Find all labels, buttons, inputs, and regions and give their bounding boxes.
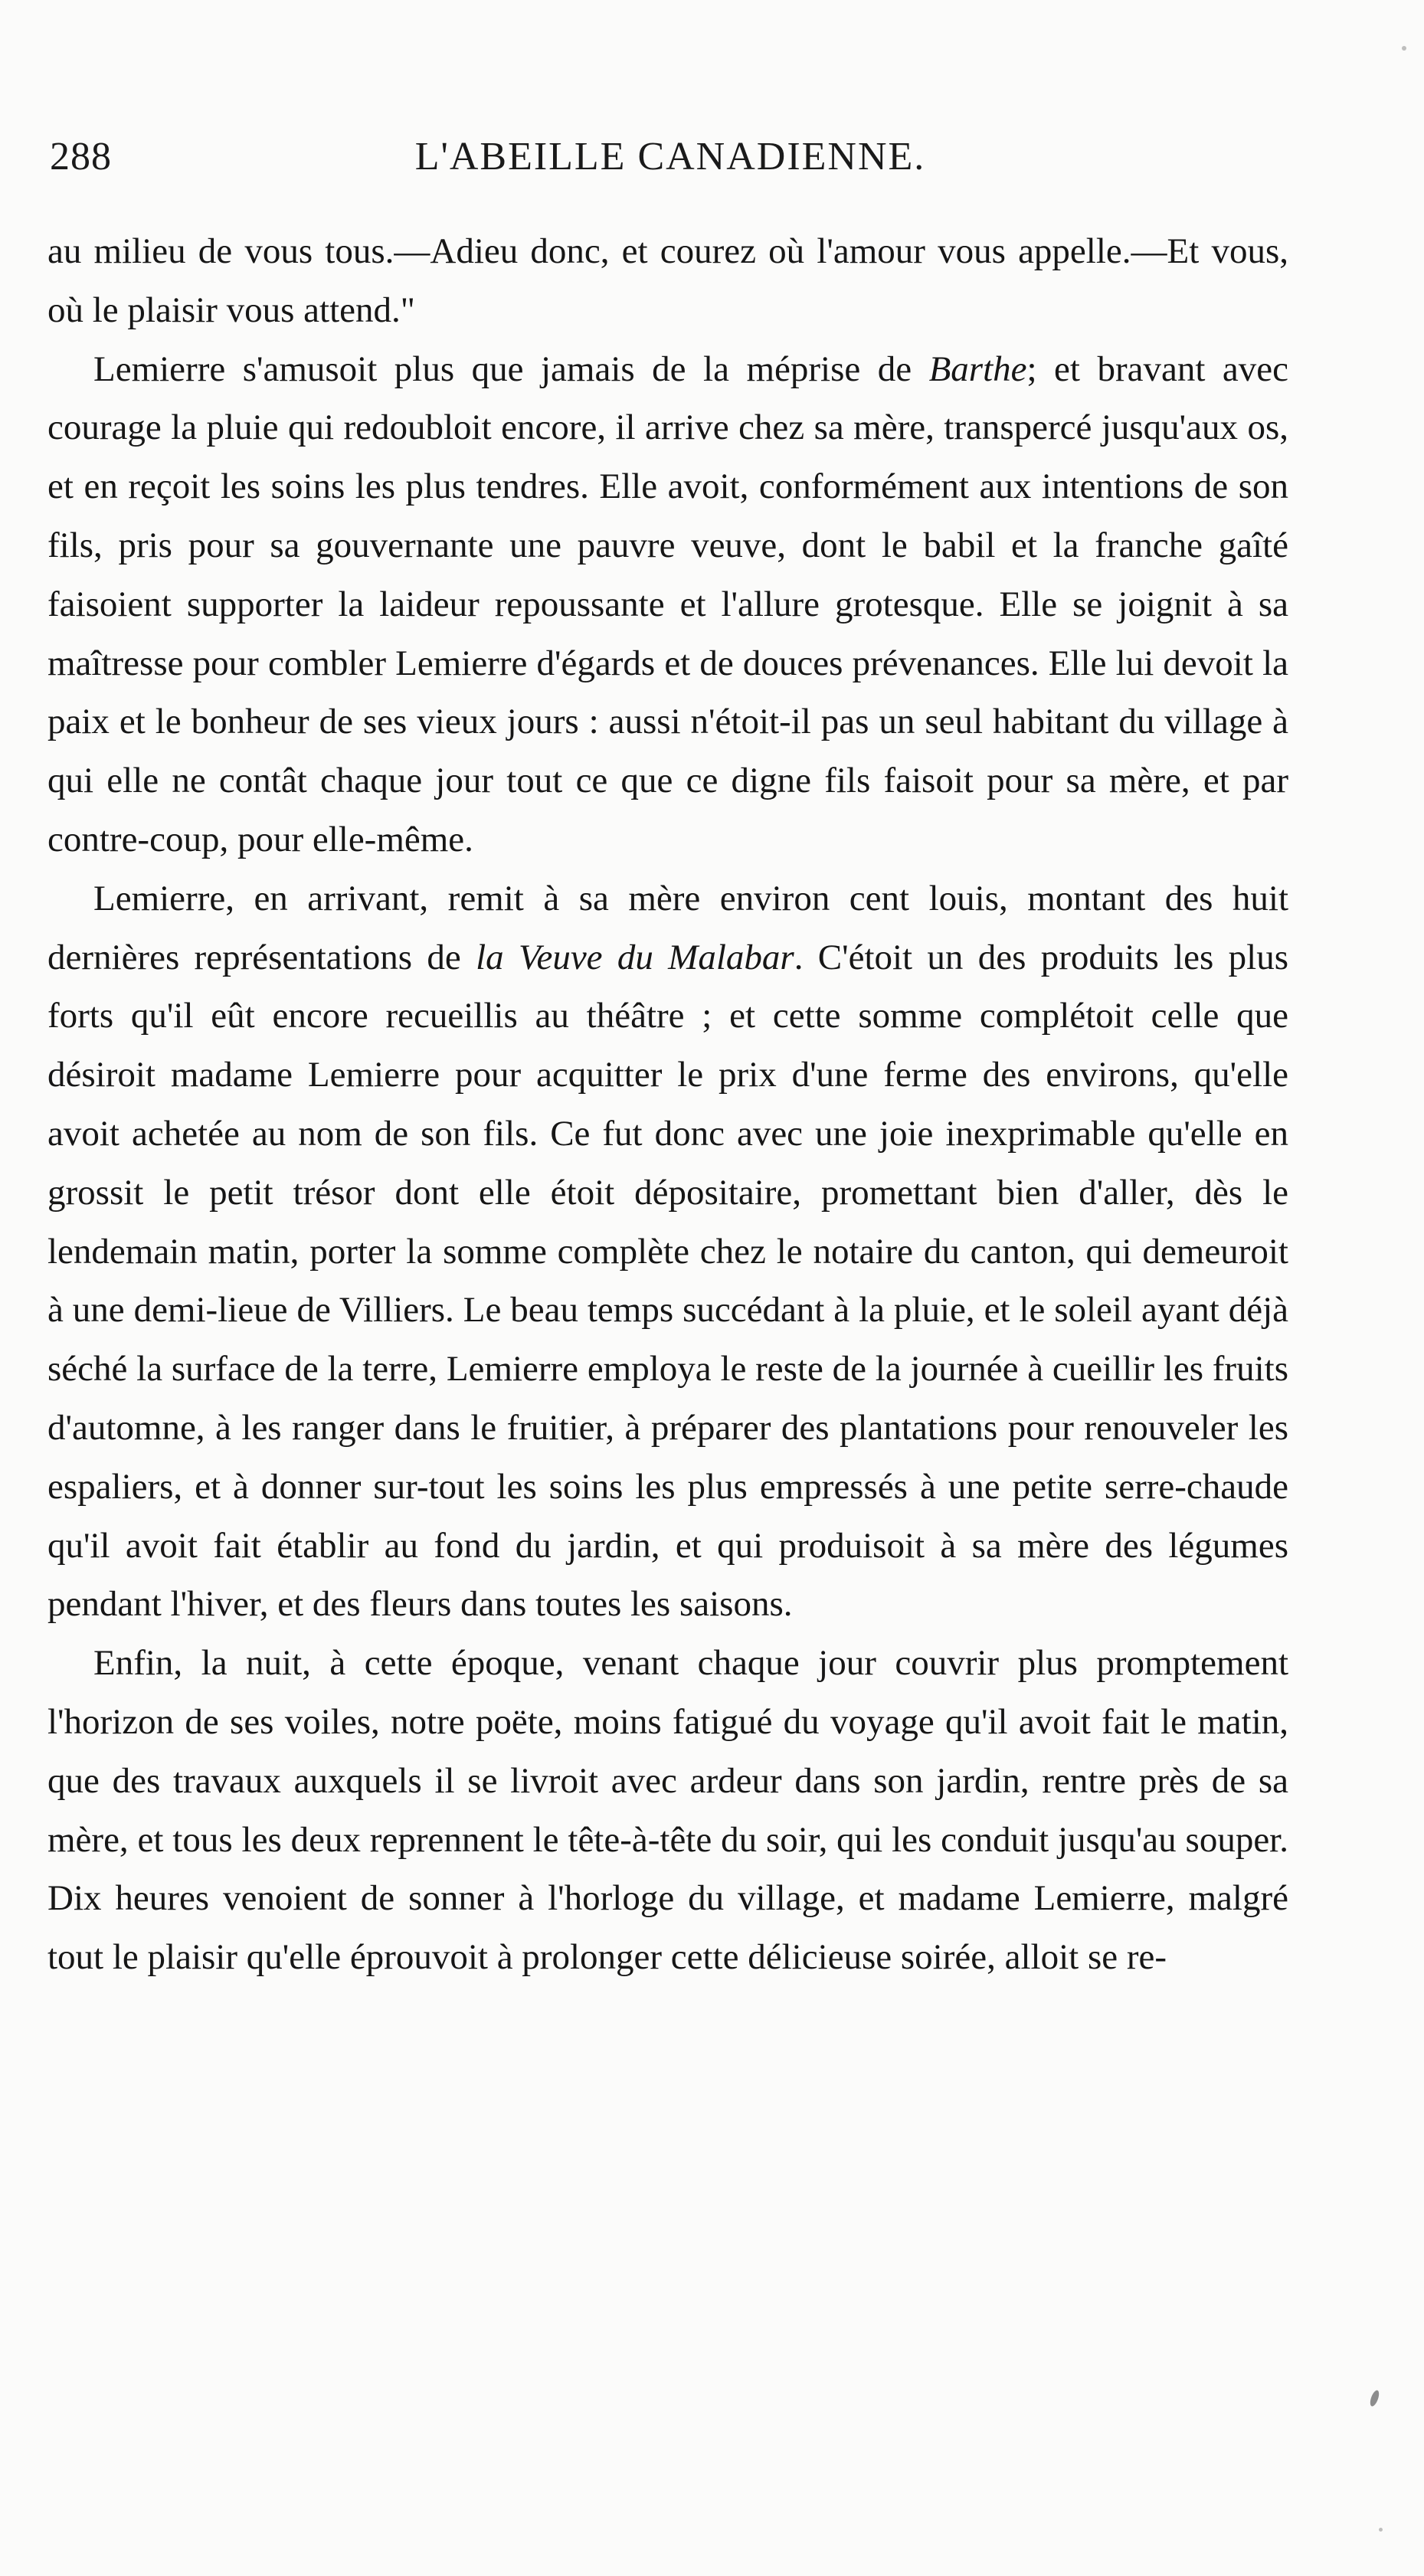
margin-ink-mark	[1369, 2389, 1381, 2407]
paragraph-4: Enfin, la nuit, à cette époque, venant chaque jour couvrir plus promptement l'horizon de ses voiles, notre poëte, moins fatigué du voyage qu'il avoit fait le matin, que des travaux auxquels il se livroit avec ardeur dans son jardin, rentre près de sa mère, et tous les deux reprennent le tête-à-tête du soir, qui les conduit jusqu'au souper. Dix heures venoient de sonner à l'horloge du village, et madame Lemierre, malgré tout le plaisir qu'elle éprouvoit à prolonger cette délicieuse soirée, alloit se re-	[47, 1643, 1288, 1978]
paragraph-3-italic-title: la Veuve du Malabar	[476, 937, 794, 977]
paragraph-2	[47, 340, 1288, 869]
margin-ink-speck	[1402, 46, 1406, 51]
page-number: 288	[50, 135, 112, 178]
paragraph-3	[47, 869, 1288, 1634]
body-text	[47, 222, 1288, 1987]
paragraph-1: au milieu de vous tous.—Adieu donc, et courez où l'amour vous appelle.—Et vous, où le plaisir vous attend."	[47, 231, 1288, 330]
paragraph-2-italic-barthe: Barthe	[928, 349, 1027, 389]
paragraph-3-text-a: Lemierre, en arrivant, remit à sa mère environ cent louis, montant des huit dernières représentations de	[47, 878, 1288, 977]
page-header	[50, 134, 1291, 195]
paragraph-2-text-c: ; et bravant avec courage la pluie qui redoubloit encore, il arrive chez sa mère, transpercé jusqu'aux os, et en reçoit les soins les plus tendres. Elle avoit, conformément aux intentions de son fils, pris pour sa gouvernante une pauvre veuve, dont le babil et la franche gaîté faisoient supporter la laideur repoussante et l'allure grotesque. Elle se joignit à sa maîtresse pour combler Lemierre d'égards et de douces prévenances. Elle lui devoit la paix et le bonheur de ses vieux jours : aussi n'étoit-il pas un seul habitant du village à qui elle ne contât chaque jour tout ce que ce digne fils faisoit pour sa mère, et par contre-coup, pour elle-même.	[47, 349, 1288, 859]
margin-ink-speck	[1379, 2528, 1383, 2532]
running-title: L'ABEILLE CANADIENNE.	[414, 135, 926, 178]
paragraph-2-text-a: Lemierre s'amusoit plus que jamais de la méprise de	[93, 349, 929, 389]
paragraph-3-text-c: . C'étoit un des produits les plus forts qu'il eût encore recueillis au théâtre ; et cette somme complétoit celle que désiroit madame Lemierre pour acquitter le prix d'une ferme des environs, qu'elle avoit achetée au nom de son fils. Ce fut donc avec une joie inexprimable qu'elle en grossit le petit trésor dont elle étoit dépositaire, promettant bien d'aller, dès le lendemain matin, porter la somme complète chez le notaire du canton, qui demeuroit à une demi-lieue de Villiers. Le beau temps succédant à la pluie, et le soleil ayant déjà séché la surface de la terre, Lemierre employa le reste de la journée à cueillir les fruits d'automne, à les ranger dans le fruitier, à préparer des plantations pour renouveler les espaliers, et à donner sur-tout les soins les plus empressés à une petite serre-chaude qu'il avoit fait établir au fond du jardin, et qui produisoit à sa mère des légumes pendant l'hiver, et des fleurs dans toutes les saisons.	[47, 937, 1288, 1625]
